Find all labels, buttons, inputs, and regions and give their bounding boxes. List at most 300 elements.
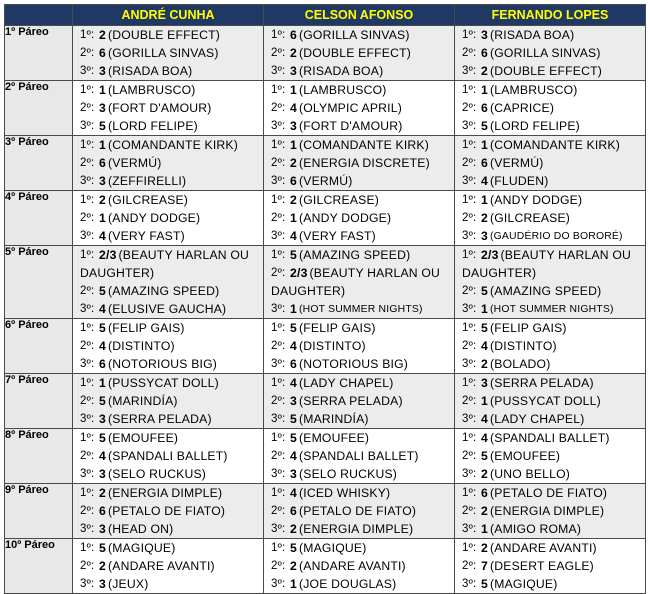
horse-name: (DISTINTO) <box>489 339 557 353</box>
finish-position: 2º: <box>80 212 95 224</box>
race-row <box>5 136 646 191</box>
horse-number: 5 <box>481 119 488 133</box>
pick-line <box>264 337 454 355</box>
pick-cell <box>73 429 264 484</box>
pick-line <box>73 44 263 62</box>
horse-name: (COMANDANTE KIRK) <box>107 138 239 152</box>
pick-line <box>73 172 263 190</box>
pick-cell <box>455 374 646 429</box>
horse-number: 3 <box>481 229 488 243</box>
horse-name: (BEAUTY HARLAN OU <box>118 248 250 262</box>
horse-number: 2 <box>481 504 488 518</box>
pick-line <box>73 392 263 410</box>
horse-number: 6 <box>290 174 297 188</box>
pick-line <box>264 227 454 245</box>
pick-line <box>455 539 645 557</box>
pick-line <box>264 447 454 465</box>
horse-number: 3 <box>99 522 106 536</box>
horse-name: (VERMÚ) <box>489 156 544 170</box>
horse-name: (NOTORIOUS BIG) <box>298 357 409 371</box>
finish-position: 2º: <box>462 285 477 297</box>
horse-name: (FORT D'AMOUR) <box>298 119 403 133</box>
horse-name: (ANDARE AVANTI) <box>107 559 215 573</box>
finish-position: 2º: <box>462 450 477 462</box>
horse-name: (LAMBRUSCO) <box>489 83 578 97</box>
finish-position: 2º: <box>462 395 477 407</box>
horse-number: 4 <box>99 302 106 316</box>
finish-position: 3º: <box>80 65 95 77</box>
horse-name: (LAMBRUSCO) <box>107 83 196 97</box>
race-row <box>5 246 646 319</box>
pick-line <box>455 209 645 227</box>
horse-number: 1 <box>290 577 297 591</box>
horse-name: (OLYMPIC APRIL) <box>298 101 402 115</box>
finish-position: 2º: <box>271 340 286 352</box>
horse-name: (AMAZING SPEED) <box>107 284 220 298</box>
pick-line <box>455 410 645 428</box>
horse-name: (PETALO DE FIATO) <box>298 504 417 518</box>
horse-number: 2/3 <box>99 248 117 262</box>
finish-position: 1º: <box>271 542 286 554</box>
pick-line <box>264 172 454 190</box>
horse-number: 1 <box>481 83 488 97</box>
horse-name: (MAGIQUE) <box>489 577 558 591</box>
horse-name: (RISADA BOA) <box>107 64 193 78</box>
horse-number: 2 <box>99 486 106 500</box>
pick-line <box>455 99 645 117</box>
pick-line <box>455 136 645 154</box>
pick-line <box>264 539 454 557</box>
horse-name: (GORILLA SINVAS) <box>107 46 219 60</box>
horse-number: 6 <box>481 101 488 115</box>
horse-name: (PETALO DE FIATO) <box>489 486 608 500</box>
horse-number: 4 <box>99 339 106 353</box>
horse-name: (FLUDEN) <box>489 174 549 188</box>
pick-line <box>264 136 454 154</box>
finish-position: 3º: <box>80 358 95 370</box>
finish-position: 2º: <box>80 340 95 352</box>
finish-position: 3º: <box>271 468 286 480</box>
horse-name: (DISTINTO) <box>107 339 175 353</box>
horse-number: 3 <box>99 577 106 591</box>
horse-name: (ELUSIVE GAUCHA) <box>107 302 227 316</box>
race-label: 5º Páreo <box>5 246 73 319</box>
horse-number: 6 <box>481 46 488 60</box>
finish-position: 1º: <box>271 84 286 96</box>
horse-number: 5 <box>99 394 106 408</box>
horse-number: 2 <box>99 559 106 573</box>
finish-position: 1º: <box>80 84 95 96</box>
pick-line <box>73 355 263 373</box>
horse-number: 4 <box>481 412 488 426</box>
horse-number: 4 <box>481 339 488 353</box>
pick-line <box>264 502 454 520</box>
horse-number: 4 <box>99 229 106 243</box>
finish-position: 1º: <box>462 377 477 389</box>
horse-number: 4 <box>290 101 297 115</box>
horse-name: (VERMÚ) <box>298 174 353 188</box>
horse-name: (FELIP GAIS) <box>298 321 376 335</box>
horse-number: 2 <box>481 211 488 225</box>
pick-cell <box>455 191 646 246</box>
pick-cell <box>264 429 455 484</box>
horse-name: (GAUDÉRIO DO BORORÉ) <box>489 230 623 242</box>
horse-name: (JOE DOUGLAS) <box>298 577 397 591</box>
horse-name: (GORILLA SINVAS) <box>298 28 410 42</box>
horse-name: (MARINDÍA) <box>298 412 369 426</box>
horse-name: (HOT SUMMER NIGHTS) <box>489 303 614 315</box>
horse-name: (ENERGIA DIMPLE) <box>298 522 414 536</box>
horse-number: 3 <box>290 467 297 481</box>
horse-name: (SERRA PELADA) <box>107 412 212 426</box>
finish-position: 3º: <box>462 230 477 242</box>
pick-line <box>264 575 454 593</box>
finish-position: 1º: <box>271 432 286 444</box>
finish-position: 3º: <box>80 175 95 187</box>
race-label: 3º Páreo <box>5 136 73 191</box>
finish-position: 2º: <box>80 157 95 169</box>
horse-name: (PETALO DE FIATO) <box>107 504 226 518</box>
finish-position: 1º: <box>80 432 95 444</box>
pick-line <box>264 99 454 117</box>
horse-number: 2 <box>481 64 488 78</box>
horse-number: 5 <box>481 577 488 591</box>
horse-number: 2/3 <box>290 266 308 280</box>
horse-number: 3 <box>481 28 488 42</box>
finish-position: 2º: <box>462 47 477 59</box>
pick-cell <box>264 26 455 81</box>
finish-position: 2º: <box>271 560 286 572</box>
horse-number: 4 <box>290 376 297 390</box>
pick-line <box>73 81 263 99</box>
pick-line <box>73 209 263 227</box>
horse-number: 1 <box>481 522 488 536</box>
finish-position: 3º: <box>271 175 286 187</box>
finish-position: 1º: <box>462 139 477 151</box>
horse-number: 1 <box>481 138 488 152</box>
finish-position: 3º: <box>462 120 477 132</box>
pick-line <box>264 154 454 172</box>
pick-line <box>455 227 645 245</box>
horse-name: (VERY FAST) <box>107 229 185 243</box>
pick-line <box>264 392 454 410</box>
pick-line <box>455 465 645 483</box>
finish-position: 3º: <box>271 413 286 425</box>
race-label: 2º Páreo <box>5 81 73 136</box>
horse-name: (LAMBRUSCO) <box>298 83 387 97</box>
pick-line <box>264 300 454 318</box>
finish-position: 3º: <box>271 303 286 315</box>
finish-position: 1º: <box>80 322 95 334</box>
horse-name: (MARINDÍA) <box>107 394 178 408</box>
horse-number: 1 <box>290 211 297 225</box>
horse-number: 5 <box>99 284 106 298</box>
horse-number: 2 <box>290 156 297 170</box>
finish-position: 3º: <box>80 303 95 315</box>
pick-line <box>264 557 454 575</box>
finish-position: 3º: <box>80 523 95 535</box>
race-row <box>5 191 646 246</box>
race-row <box>5 429 646 484</box>
horse-name: (BEAUTY HARLAN OU <box>309 266 441 280</box>
finish-position: 2º: <box>462 560 477 572</box>
pick-line <box>73 99 263 117</box>
pick-line <box>264 191 454 209</box>
races-body <box>5 26 646 594</box>
finish-position: 3º: <box>271 120 286 132</box>
finish-position: 1º: <box>462 322 477 334</box>
pick-line <box>73 191 263 209</box>
horse-name: (COMANDANTE KIRK) <box>489 138 621 152</box>
horse-number: 6 <box>99 357 106 371</box>
horse-number: 6 <box>99 156 106 170</box>
pick-cell <box>455 246 646 319</box>
horse-number: 2 <box>290 559 297 573</box>
pick-line <box>455 502 645 520</box>
pick-line <box>455 282 645 300</box>
race-label: 9º Páreo <box>5 484 73 539</box>
pick-line <box>455 392 645 410</box>
horse-name: (CAPRICE) <box>489 101 555 115</box>
race-label: 1º Páreo <box>5 26 73 81</box>
horse-number: 1 <box>99 138 106 152</box>
horse-name: (AMAZING SPEED) <box>298 248 411 262</box>
pick-line <box>455 484 645 502</box>
pick-line <box>455 62 645 80</box>
finish-position: 3º: <box>80 578 95 590</box>
pick-line <box>73 264 263 282</box>
pick-cell <box>455 484 646 539</box>
pick-cell <box>73 26 264 81</box>
finish-position: 3º: <box>80 468 95 480</box>
finish-position: 1º: <box>462 84 477 96</box>
horse-number: 5 <box>290 412 297 426</box>
horse-name: (BOLADO) <box>489 357 551 371</box>
horse-name: (VERMÚ) <box>107 156 162 170</box>
horse-number: 6 <box>99 504 106 518</box>
horse-number: 5 <box>99 321 106 335</box>
pick-line <box>73 502 263 520</box>
pick-cell <box>264 246 455 319</box>
horse-number: 5 <box>99 431 106 445</box>
pick-cell <box>264 484 455 539</box>
pick-cell <box>73 374 264 429</box>
horse-number: 5 <box>290 248 297 262</box>
horse-number: 3 <box>99 467 106 481</box>
horse-number: 4 <box>99 449 106 463</box>
finish-position: 2º: <box>462 212 477 224</box>
header-fernando-lopes: FERNANDO LOPES <box>455 5 646 26</box>
pick-cell <box>73 539 264 594</box>
horse-name: (ZEFFIRELLI) <box>107 174 187 188</box>
pick-line <box>455 355 645 373</box>
pick-line <box>73 136 263 154</box>
horse-name: (FELIP GAIS) <box>107 321 185 335</box>
finish-position: 2º: <box>80 102 95 114</box>
horse-name: (LADY CHAPEL) <box>298 376 394 390</box>
pick-line <box>455 575 645 593</box>
pick-line <box>455 191 645 209</box>
horse-number: 6 <box>99 46 106 60</box>
finish-position: 1º: <box>80 194 95 206</box>
race-label: 10º Páreo <box>5 539 73 594</box>
horse-number: 5 <box>481 449 488 463</box>
finish-position: 2º: <box>462 157 477 169</box>
pick-cell <box>264 81 455 136</box>
pick-line <box>455 520 645 538</box>
horse-name: (SPANDALI BALLET) <box>489 431 610 445</box>
horse-number: 3 <box>290 119 297 133</box>
horse-number: 5 <box>290 321 297 335</box>
finish-position: 3º: <box>462 175 477 187</box>
horse-name: (EMOUFEE) <box>489 449 561 463</box>
horse-name: (PUSSYCAT DOLL) <box>489 394 601 408</box>
pick-cell <box>455 26 646 81</box>
horse-number: 2 <box>481 467 488 481</box>
horse-name: (ENERGIA DIMPLE) <box>489 504 605 518</box>
pick-line <box>73 319 263 337</box>
pick-line <box>264 26 454 44</box>
pick-line <box>455 557 645 575</box>
race-row <box>5 26 646 81</box>
horse-name: (ANDARE AVANTI) <box>298 559 406 573</box>
finish-position: 2º: <box>271 395 286 407</box>
horse-number: 2 <box>290 46 297 60</box>
pick-line <box>264 319 454 337</box>
finish-position: 3º: <box>462 303 477 315</box>
pick-cell <box>264 136 455 191</box>
header-andre-cunha: ANDRÉ CUNHA <box>73 5 264 26</box>
horse-name: (FORT D'AMOUR) <box>107 101 212 115</box>
finish-position: 2º: <box>271 102 286 114</box>
finish-position: 1º: <box>80 542 95 554</box>
pick-line <box>264 44 454 62</box>
pick-cell <box>73 484 264 539</box>
pick-line <box>264 246 454 264</box>
finish-position: 1º: <box>80 377 95 389</box>
finish-position: 1º: <box>271 139 286 151</box>
finish-position: 2º: <box>271 157 286 169</box>
horse-name: (ICED WHISKY) <box>298 486 391 500</box>
pick-line <box>264 209 454 227</box>
horse-number: 5 <box>481 284 488 298</box>
race-label: 4º Páreo <box>5 191 73 246</box>
horse-number: 4 <box>481 174 488 188</box>
horse-number: 3 <box>99 101 106 115</box>
finish-position: 1º: <box>462 29 477 41</box>
finish-position: 3º: <box>462 468 477 480</box>
horse-number: 2 <box>99 28 106 42</box>
header-celson-afonso: CELSON AFONSO <box>264 5 455 26</box>
horse-name: (LORD FELIPE) <box>107 119 198 133</box>
finish-position: 2º: <box>80 47 95 59</box>
finish-position: 2º: <box>271 450 286 462</box>
horse-name: (UNO BELLO) <box>489 467 571 481</box>
pick-cell <box>455 136 646 191</box>
horse-number: 3 <box>290 394 297 408</box>
pick-cell <box>264 539 455 594</box>
horse-name: (HEAD ON) <box>107 522 174 536</box>
pick-line <box>73 154 263 172</box>
horse-number: 1 <box>99 376 106 390</box>
horse-name: (RISADA BOA) <box>489 28 575 42</box>
horse-name: (GILCREASE) <box>298 193 380 207</box>
pick-line <box>73 246 263 264</box>
horse-name: (COMANDANTE KIRK) <box>298 138 430 152</box>
pick-line <box>455 337 645 355</box>
pick-line <box>455 154 645 172</box>
pick-line <box>73 429 263 447</box>
finish-position: 2º: <box>271 212 286 224</box>
finish-position: 3º: <box>462 358 477 370</box>
pick-line <box>455 264 645 282</box>
pick-line <box>73 520 263 538</box>
pick-line <box>264 62 454 80</box>
horse-number: 1 <box>290 138 297 152</box>
finish-position: 3º: <box>80 230 95 242</box>
horse-number: 3 <box>99 64 106 78</box>
horse-number: 4 <box>290 486 297 500</box>
race-label: 6º Páreo <box>5 319 73 374</box>
finish-position: 1º: <box>462 249 477 261</box>
pick-line <box>73 410 263 428</box>
finish-position: 3º: <box>462 578 477 590</box>
horse-name: (SERRA PELADA) <box>489 376 594 390</box>
horse-name: (AMAZING SPEED) <box>489 284 602 298</box>
finish-position: 2º: <box>80 450 95 462</box>
horse-number: 6 <box>481 486 488 500</box>
horse-name: (GORILLA SINVAS) <box>489 46 601 60</box>
horse-number: 6 <box>290 357 297 371</box>
pick-line <box>455 429 645 447</box>
horse-number: 4 <box>290 449 297 463</box>
finish-position: 3º: <box>271 358 286 370</box>
pick-cell <box>455 319 646 374</box>
pick-line <box>264 465 454 483</box>
horse-number: 2 <box>481 541 488 555</box>
pick-cell <box>73 191 264 246</box>
pick-line <box>73 227 263 245</box>
horse-name: (DISTINTO) <box>298 339 366 353</box>
horse-number: 2 <box>481 357 488 371</box>
pick-line <box>73 557 263 575</box>
horse-name: (JEUX) <box>107 577 149 591</box>
finish-position: 1º: <box>462 487 477 499</box>
horse-number: 2 <box>290 522 297 536</box>
pick-line <box>455 44 645 62</box>
finish-position: 2º: <box>80 395 95 407</box>
horse-number: 6 <box>290 504 297 518</box>
pick-line <box>455 172 645 190</box>
horse-name: (EMOUFEE) <box>298 431 370 445</box>
finish-position: 2º: <box>80 505 95 517</box>
horse-number: 5 <box>290 541 297 555</box>
horse-name-continued: DAUGHTER) <box>80 266 155 280</box>
header-row <box>5 5 646 26</box>
pick-line <box>264 81 454 99</box>
horse-number: 1 <box>481 394 488 408</box>
pick-line <box>73 374 263 392</box>
pick-line <box>73 465 263 483</box>
pick-line <box>455 319 645 337</box>
horse-name: (ENERGIA DISCRETE) <box>298 156 430 170</box>
horse-name: (SERRA PELADA) <box>298 394 403 408</box>
finish-position: 1º: <box>80 139 95 151</box>
horse-number: 3 <box>99 412 106 426</box>
horse-number: 1 <box>99 83 106 97</box>
horse-name: (ENERGIA DIMPLE) <box>107 486 223 500</box>
pick-line <box>264 374 454 392</box>
